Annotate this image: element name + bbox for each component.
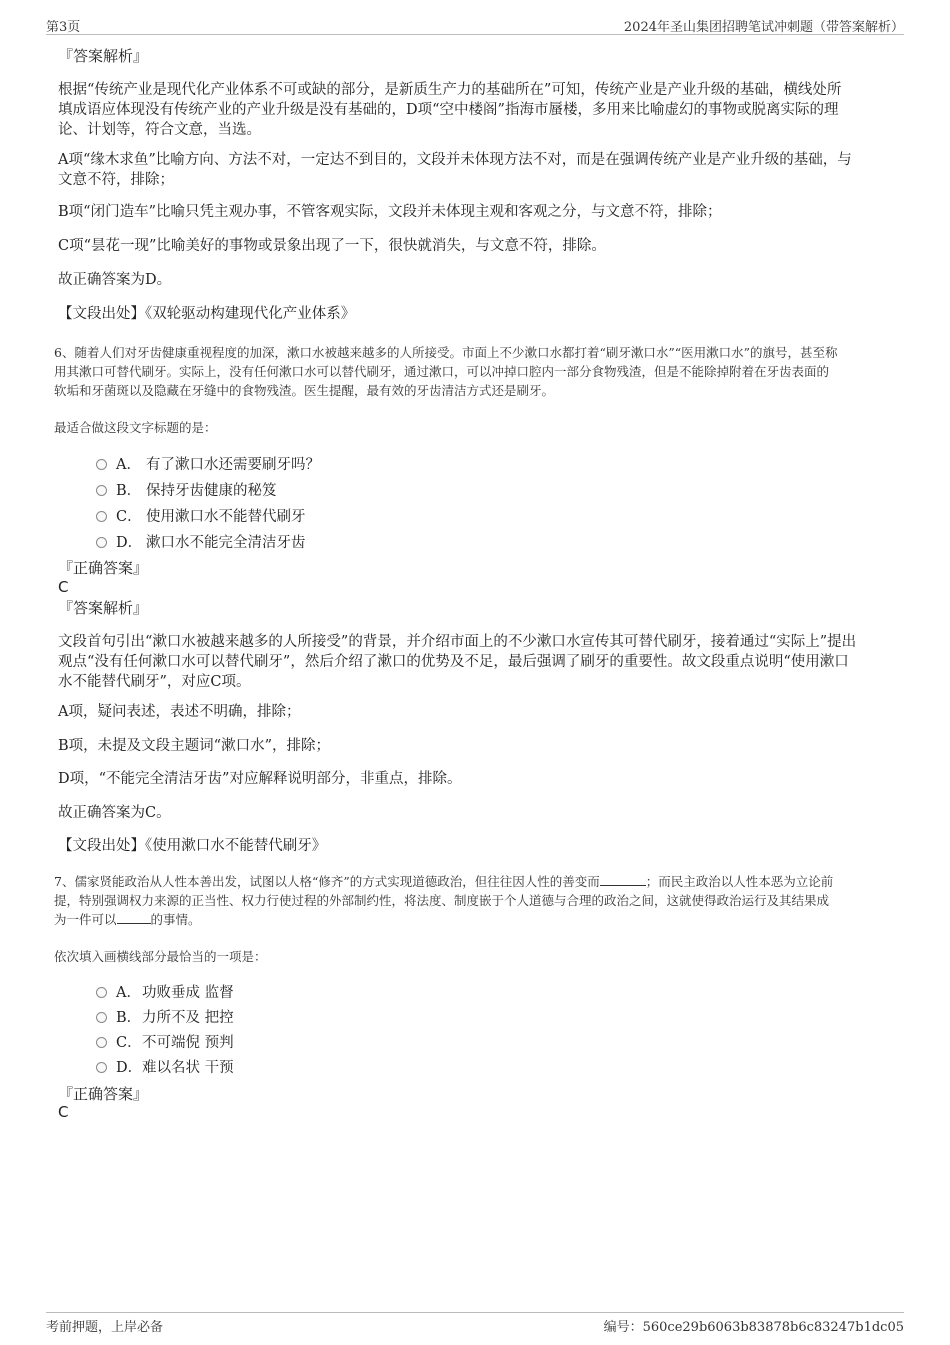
option-key: D． (116, 1060, 143, 1076)
q5-analysis (58, 80, 894, 140)
q5-analysis-line: 根据“传统产业是现代化产业体系不可或缺的部分，是新质生产力的基础所在”可知，传统产业是产业升级的基础，横线处所 (58, 82, 842, 98)
blank-line (117, 911, 151, 924)
q6-source: 【文段出处】《使用漱口水不能替代刷牙》 (58, 838, 327, 854)
radio-icon[interactable] (96, 1012, 107, 1023)
q5-analysis-label: 『答案解析』 (58, 47, 149, 65)
q7-stem-line: 提，特别强调权力来源的正当性、权力行使过程的外部制约性，将法度、制度嵌于个人道德与合理的政治之间，这就使得政治运行及其结果成 (54, 893, 830, 908)
footer-slogan: 考前押题，上岸必备 (46, 1320, 164, 1335)
radio-icon[interactable] (96, 485, 107, 496)
q6-option-d[interactable] (96, 531, 306, 551)
option-key: D． (116, 535, 143, 551)
radio-icon[interactable] (96, 537, 107, 548)
q6-stem-line: 用其漱口可替代刷牙。实际上，没有任何漱口水可以替代刷牙，通过漱口，可以冲掉口腔内一部分食物残渣，但是不能除掉附着在牙齿表面的 (54, 364, 830, 379)
q6-question: 最适合做这段文字标题的是： (54, 420, 217, 435)
q7-stem (54, 872, 899, 929)
q6-answer: C (58, 578, 69, 596)
q6-analysis (58, 632, 894, 692)
q7-question: 依次填入画横线部分最恰当的一项是： (54, 949, 267, 964)
q6-answer-label: 『正确答案』 (58, 559, 149, 577)
radio-icon[interactable] (96, 987, 107, 998)
q5-source: 【文段出处】《双轮驱动构建现代化产业体系》 (58, 306, 356, 322)
option-key: A． (116, 457, 141, 473)
page-header (46, 14, 904, 35)
option-text: 保持牙齿健康的秘笈 (146, 483, 277, 499)
q5-analysis-line: 论、计划等，符合文意，当选。 (58, 122, 261, 138)
radio-icon[interactable] (96, 1037, 107, 1048)
q6-conclusion: 故正确答案为C。 (58, 805, 171, 821)
q6-analysis-line: 水不能替代刷牙”，对应C项。 (58, 674, 251, 690)
q6-analysis-line: 观点“没有任何漱口水可以替代刷牙”，然后介绍了漱口的优势及不足，最后强调了刷牙的重要性。故文段重点说明“使用漱口 (58, 654, 849, 670)
q6-point-b: B项，未提及文段主题词“漱口水”，排除； (58, 738, 330, 754)
document-title: 2024年圣山集团招聘笔试冲刺题（带答案解析） (623, 20, 904, 35)
option-text: 不可端倪 预判 (142, 1035, 234, 1051)
q6-analysis-line: 文段首句引出“漱口水被越来越多的人所接受”的背景，并介绍市面上的不少漱口水宣传其可替代刷牙，接着通过“实际上”提出 (58, 634, 857, 650)
page-number: 第3页 (46, 20, 81, 35)
option-key: C． (116, 1035, 142, 1051)
q7-stem-text: 为一件可以 (54, 912, 117, 927)
q5-conclusion: 故正确答案为D。 (58, 272, 172, 288)
q7-option-b[interactable] (96, 1006, 234, 1026)
option-text: 功败垂成 监督 (142, 985, 234, 1001)
option-key: B． (116, 483, 142, 499)
q5-point-a-line: A项“缘木求鱼”比喻方向、方法不对，一定达不到目的，文段并未体现方法不对，而是在强调传统产业是产业升级的基础，与 (58, 152, 852, 168)
q7-stem-line (54, 910, 899, 929)
option-text: 有了漱口水还需要刷牙吗？ (146, 457, 320, 473)
q7-option-c[interactable] (96, 1031, 234, 1051)
document-serial: 编号：560ce29b6063b83878b6c83247b1dc05 (603, 1320, 904, 1335)
q6-option-b[interactable] (96, 479, 277, 499)
q5-point-c: C项“昙花一现”比喻美好的事物或景象出现了一下，很快就消失，与文意不符，排除。 (58, 238, 606, 254)
q5-point-a-line: 文意不符，排除； (58, 172, 174, 188)
q7-option-a[interactable] (96, 981, 234, 1001)
option-text: 使用漱口水不能替代刷牙 (146, 509, 306, 525)
q7-stem-text: 的事情。 (150, 912, 201, 927)
radio-icon[interactable] (96, 511, 107, 522)
radio-icon[interactable] (96, 459, 107, 470)
q6-option-a[interactable] (96, 453, 320, 473)
q7-option-d[interactable] (96, 1056, 234, 1076)
q7-stem-text: ；而民主政治以人性本恶为立论前 (645, 874, 834, 889)
q7-stem-text: 7、儒家贤能政治从人性本善出发，试图以人格“修齐”的方式实现道德政治，但往往因人性的善变而 (54, 874, 600, 889)
option-key: B． (116, 1010, 142, 1026)
q7-answer-label: 『正确答案』 (58, 1085, 149, 1103)
q5-point-b: B项“闭门造车”比喻只凭主观办事，不管客观实际，文段并未体现主观和客观之分，与文意不符，排除； (58, 204, 722, 220)
q6-stem-line: 软垢和牙菌斑以及隐藏在牙缝中的食物残渣。医生提醒，最有效的牙齿清洁方式还是刷牙。 (54, 383, 555, 398)
radio-icon[interactable] (96, 1062, 107, 1073)
q7-stem-line (54, 872, 899, 891)
q6-stem-line: 6、随着人们对牙齿健康重视程度的加深，漱口水被越来越多的人所接受。市面上不少漱口水都打着“刷牙漱口水”“医用漱口水”的旗号，甚至称 (54, 345, 838, 360)
option-text: 漱口水不能完全清洁牙齿 (146, 535, 306, 551)
q7-answer: C (58, 1103, 69, 1121)
option-text: 力所不及 把控 (142, 1010, 234, 1026)
q6-point-a: A项，疑问表述，表述不明确，排除； (58, 704, 301, 720)
q6-option-c[interactable] (96, 505, 306, 525)
q6-point-d: D项，“不能完全清洁牙齿”对应解释说明部分，非重点，排除。 (58, 771, 462, 787)
q5-point-a (58, 150, 894, 190)
page-footer (46, 1312, 904, 1339)
option-text: 难以名状 干预 (142, 1060, 234, 1076)
option-key: C． (116, 509, 142, 525)
q5-analysis-line: 填成语应体现没有传统产业的产业升级是没有基础的，D项“空中楼阁”指海市蜃楼，多用来比喻虚幻的事物或脱离实际的理 (58, 102, 839, 118)
q6-stem (54, 343, 899, 400)
option-key: A． (116, 985, 141, 1001)
q6-analysis-label: 『答案解析』 (58, 599, 149, 617)
blank-line (600, 873, 646, 886)
